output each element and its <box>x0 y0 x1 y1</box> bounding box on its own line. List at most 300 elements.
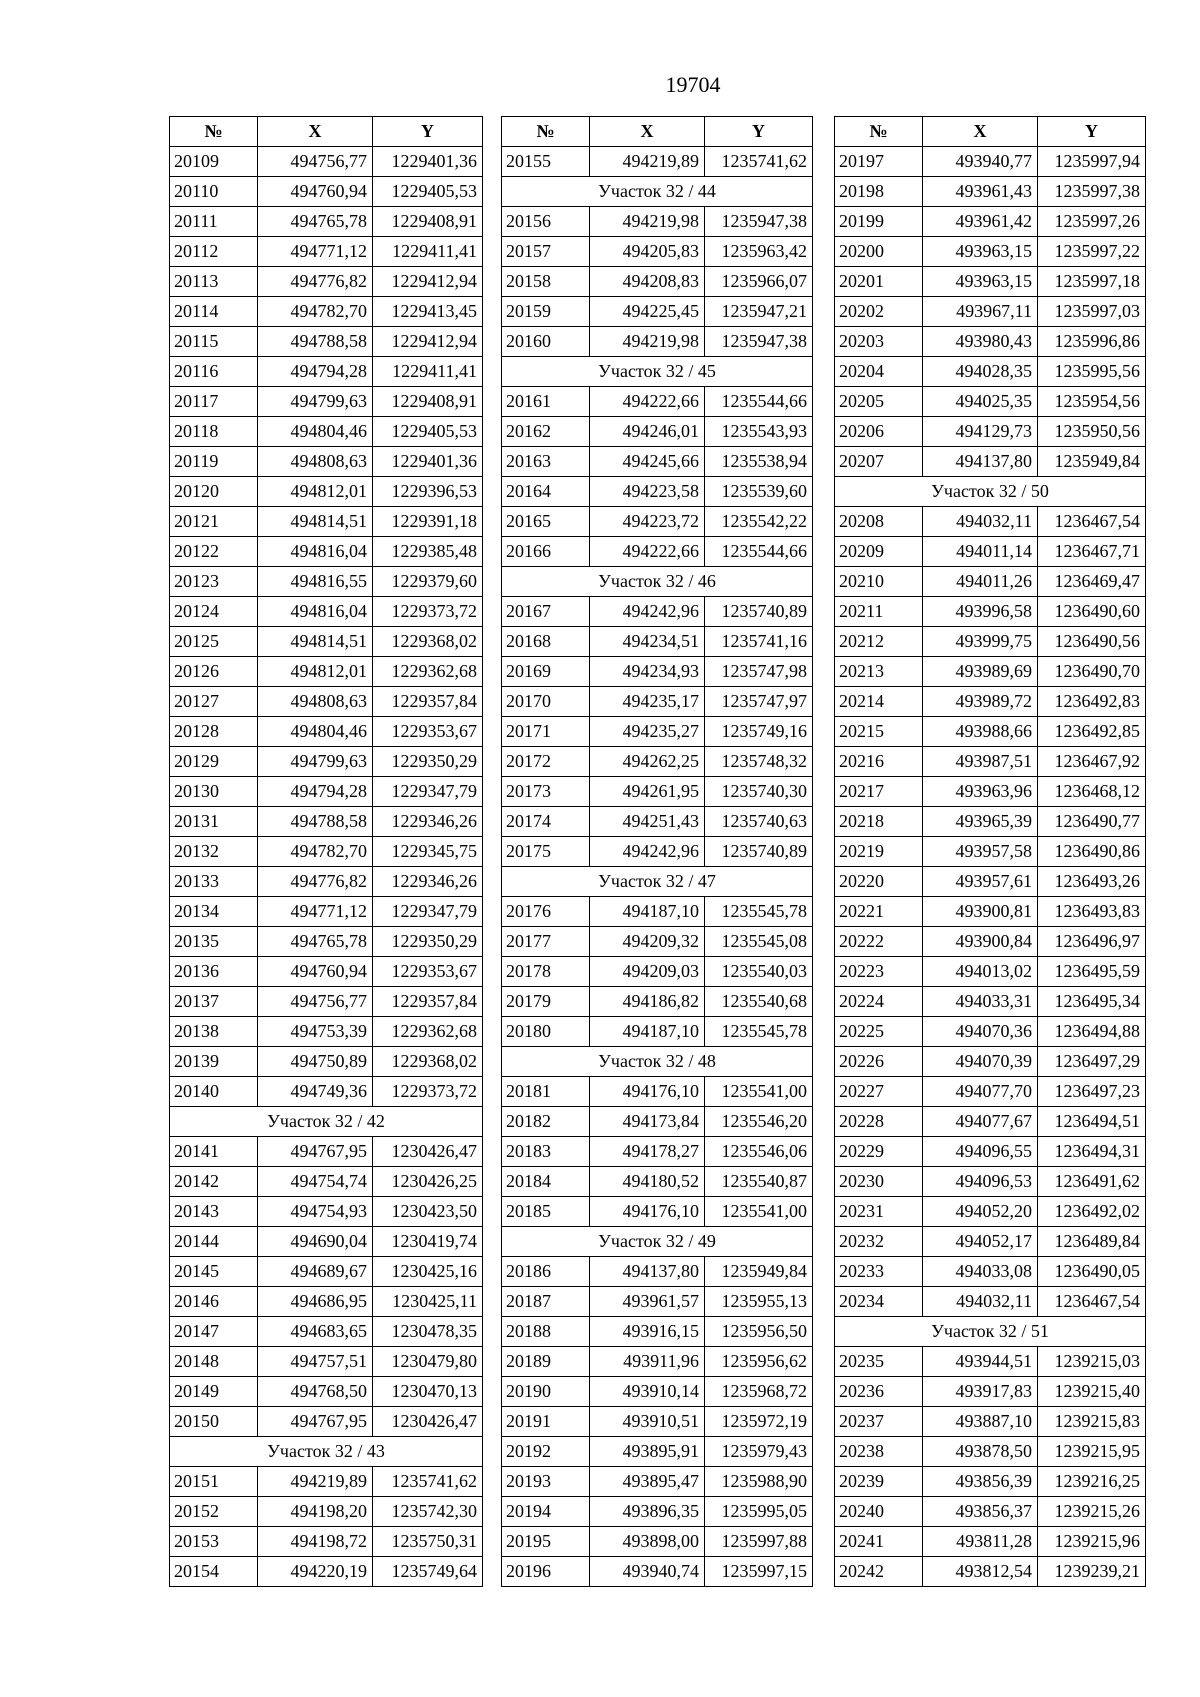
point-number: 20167 <box>502 597 590 627</box>
coordinates-table-3 <box>834 116 1146 1587</box>
section-title: Участок 32 / 48 <box>502 1047 813 1077</box>
point-number: 20235 <box>835 1347 923 1377</box>
table-row <box>170 1257 483 1287</box>
point-number: 20195 <box>502 1527 590 1557</box>
point-number: 20171 <box>502 717 590 747</box>
x-coordinate: 494754,93 <box>258 1197 373 1227</box>
y-coordinate: 1235546,20 <box>705 1107 813 1137</box>
point-number: 20156 <box>502 207 590 237</box>
header-number: № <box>502 117 590 147</box>
y-coordinate: 1235954,56 <box>1038 387 1146 417</box>
point-number: 20136 <box>170 957 258 987</box>
table-row <box>835 387 1146 417</box>
table-row <box>170 207 483 237</box>
section-title: Участок 32 / 49 <box>502 1227 813 1257</box>
x-coordinate: 494683,65 <box>258 1317 373 1347</box>
section-title: Участок 32 / 45 <box>502 357 813 387</box>
table-row <box>835 717 1146 747</box>
point-number: 20178 <box>502 957 590 987</box>
x-coordinate: 493965,39 <box>923 807 1038 837</box>
point-number: 20109 <box>170 147 258 177</box>
x-coordinate: 493911,96 <box>590 1347 705 1377</box>
y-coordinate: 1236494,31 <box>1038 1137 1146 1167</box>
y-coordinate: 1235996,86 <box>1038 327 1146 357</box>
point-number: 20131 <box>170 807 258 837</box>
table-row <box>170 987 483 1017</box>
y-coordinate: 1235947,21 <box>705 297 813 327</box>
x-coordinate: 494794,28 <box>258 357 373 387</box>
point-number: 20236 <box>835 1377 923 1407</box>
table-row <box>170 357 483 387</box>
table-row <box>502 477 813 507</box>
table-row <box>835 1437 1146 1467</box>
x-coordinate: 494052,17 <box>923 1227 1038 1257</box>
table-row <box>502 657 813 687</box>
point-number: 20181 <box>502 1077 590 1107</box>
table-row <box>502 1137 813 1167</box>
table-row <box>170 837 483 867</box>
table-row <box>502 207 813 237</box>
point-number: 20142 <box>170 1167 258 1197</box>
point-number: 20227 <box>835 1077 923 1107</box>
table-row <box>170 957 483 987</box>
y-coordinate: 1236494,88 <box>1038 1017 1146 1047</box>
y-coordinate: 1239215,83 <box>1038 1407 1146 1437</box>
header-number: № <box>170 117 258 147</box>
x-coordinate: 493812,54 <box>923 1557 1038 1587</box>
y-coordinate: 1230426,47 <box>373 1137 483 1167</box>
table-row <box>502 1377 813 1407</box>
table-row <box>170 927 483 957</box>
point-number: 20143 <box>170 1197 258 1227</box>
table-row <box>835 357 1146 387</box>
x-coordinate: 493940,77 <box>923 147 1038 177</box>
y-coordinate: 1229405,53 <box>373 177 483 207</box>
table-row <box>835 207 1146 237</box>
y-coordinate: 1229396,53 <box>373 477 483 507</box>
x-coordinate: 494788,58 <box>258 807 373 837</box>
x-coordinate: 494750,89 <box>258 1047 373 1077</box>
x-coordinate: 494234,93 <box>590 657 705 687</box>
table-row <box>502 807 813 837</box>
x-coordinate: 493896,35 <box>590 1497 705 1527</box>
y-coordinate: 1229350,29 <box>373 747 483 777</box>
y-coordinate: 1235963,42 <box>705 237 813 267</box>
table-row <box>835 987 1146 1017</box>
table-row <box>502 237 813 267</box>
point-number: 20157 <box>502 237 590 267</box>
y-coordinate: 1239215,03 <box>1038 1347 1146 1377</box>
x-coordinate: 494235,17 <box>590 687 705 717</box>
x-coordinate: 494816,04 <box>258 597 373 627</box>
x-coordinate: 494245,66 <box>590 447 705 477</box>
point-number: 20145 <box>170 1257 258 1287</box>
table-row <box>835 897 1146 927</box>
point-number: 20215 <box>835 717 923 747</box>
point-number: 20209 <box>835 537 923 567</box>
x-coordinate: 494176,10 <box>590 1077 705 1107</box>
table-header-row <box>170 117 483 147</box>
point-number: 20203 <box>835 327 923 357</box>
table-row <box>170 1227 483 1257</box>
y-coordinate: 1235949,84 <box>705 1257 813 1287</box>
point-number: 20158 <box>502 267 590 297</box>
point-number: 20193 <box>502 1467 590 1497</box>
point-number: 20201 <box>835 267 923 297</box>
x-coordinate: 493961,43 <box>923 177 1038 207</box>
y-coordinate: 1236497,29 <box>1038 1047 1146 1077</box>
coordinates-table-1 <box>169 116 483 1587</box>
x-coordinate: 494242,96 <box>590 837 705 867</box>
point-number: 20205 <box>835 387 923 417</box>
table-row <box>502 717 813 747</box>
point-number: 20232 <box>835 1227 923 1257</box>
y-coordinate: 1236490,05 <box>1038 1257 1146 1287</box>
table-row <box>170 1377 483 1407</box>
table-row <box>835 417 1146 447</box>
table-row <box>835 1167 1146 1197</box>
point-number: 20162 <box>502 417 590 447</box>
point-number: 20141 <box>170 1137 258 1167</box>
point-number: 20197 <box>835 147 923 177</box>
point-number: 20192 <box>502 1437 590 1467</box>
x-coordinate: 494814,51 <box>258 507 373 537</box>
y-coordinate: 1235966,07 <box>705 267 813 297</box>
x-coordinate: 494808,63 <box>258 447 373 477</box>
y-coordinate: 1235995,56 <box>1038 357 1146 387</box>
y-coordinate: 1235995,05 <box>705 1497 813 1527</box>
x-coordinate: 494223,72 <box>590 507 705 537</box>
x-coordinate: 494013,02 <box>923 957 1038 987</box>
y-coordinate: 1236497,23 <box>1038 1077 1146 1107</box>
point-number: 20169 <box>502 657 590 687</box>
table-row <box>835 1227 1146 1257</box>
section-title: Участок 32 / 43 <box>170 1437 483 1467</box>
y-coordinate: 1236490,70 <box>1038 657 1146 687</box>
point-number: 20110 <box>170 177 258 207</box>
y-coordinate: 1235997,26 <box>1038 207 1146 237</box>
section-row <box>835 477 1146 507</box>
point-number: 20187 <box>502 1287 590 1317</box>
y-coordinate: 1235968,72 <box>705 1377 813 1407</box>
page-number: 19704 <box>665 72 721 97</box>
table-row <box>502 537 813 567</box>
y-coordinate: 1236493,26 <box>1038 867 1146 897</box>
point-number: 20229 <box>835 1137 923 1167</box>
y-coordinate: 1229408,91 <box>373 207 483 237</box>
y-coordinate: 1235741,62 <box>373 1467 483 1497</box>
table-row <box>170 717 483 747</box>
table-row <box>170 897 483 927</box>
table-row <box>502 1467 813 1497</box>
point-number: 20170 <box>502 687 590 717</box>
y-coordinate: 1235545,78 <box>705 897 813 927</box>
section-title: Участок 32 / 51 <box>835 1317 1146 1347</box>
point-number: 20119 <box>170 447 258 477</box>
x-coordinate: 494776,82 <box>258 267 373 297</box>
x-coordinate: 494033,08 <box>923 1257 1038 1287</box>
point-number: 20185 <box>502 1197 590 1227</box>
y-coordinate: 1230478,35 <box>373 1317 483 1347</box>
point-number: 20139 <box>170 1047 258 1077</box>
point-number: 20126 <box>170 657 258 687</box>
table-row <box>835 657 1146 687</box>
point-number: 20228 <box>835 1107 923 1137</box>
y-coordinate: 1236468,12 <box>1038 777 1146 807</box>
x-coordinate: 494771,12 <box>258 237 373 267</box>
table-row <box>835 957 1146 987</box>
x-coordinate: 494223,58 <box>590 477 705 507</box>
y-coordinate: 1236490,77 <box>1038 807 1146 837</box>
section-row <box>502 567 813 597</box>
y-coordinate: 1235539,60 <box>705 477 813 507</box>
table-row <box>835 1557 1146 1587</box>
point-number: 20160 <box>502 327 590 357</box>
x-coordinate: 494234,51 <box>590 627 705 657</box>
table-row <box>835 177 1146 207</box>
point-number: 20194 <box>502 1497 590 1527</box>
header-x: X <box>590 117 705 147</box>
y-coordinate: 1229413,45 <box>373 297 483 327</box>
table-row <box>835 267 1146 297</box>
table-row <box>170 867 483 897</box>
point-number: 20217 <box>835 777 923 807</box>
point-number: 20153 <box>170 1527 258 1557</box>
table-row <box>170 1467 483 1497</box>
x-coordinate: 493917,83 <box>923 1377 1038 1407</box>
table-row <box>170 327 483 357</box>
x-coordinate: 494198,20 <box>258 1497 373 1527</box>
point-number: 20208 <box>835 507 923 537</box>
point-number: 20196 <box>502 1557 590 1587</box>
y-coordinate: 1229353,67 <box>373 717 483 747</box>
point-number: 20118 <box>170 417 258 447</box>
point-number: 20150 <box>170 1407 258 1437</box>
table-row <box>835 237 1146 267</box>
point-number: 20226 <box>835 1047 923 1077</box>
point-number: 20211 <box>835 597 923 627</box>
x-coordinate: 494782,70 <box>258 837 373 867</box>
x-coordinate: 493996,58 <box>923 597 1038 627</box>
y-coordinate: 1239215,26 <box>1038 1497 1146 1527</box>
table-row <box>835 1407 1146 1437</box>
table-row <box>835 1467 1146 1497</box>
y-coordinate: 1236492,85 <box>1038 717 1146 747</box>
x-coordinate: 494225,45 <box>590 297 705 327</box>
x-coordinate: 494242,96 <box>590 597 705 627</box>
x-coordinate: 493940,74 <box>590 1557 705 1587</box>
point-number: 20212 <box>835 627 923 657</box>
table-row <box>502 1077 813 1107</box>
point-number: 20224 <box>835 987 923 1017</box>
x-coordinate: 493878,50 <box>923 1437 1038 1467</box>
point-number: 20220 <box>835 867 923 897</box>
x-coordinate: 494794,28 <box>258 777 373 807</box>
x-coordinate: 493989,69 <box>923 657 1038 687</box>
point-number: 20188 <box>502 1317 590 1347</box>
point-number: 20222 <box>835 927 923 957</box>
x-coordinate: 494799,63 <box>258 747 373 777</box>
table-row <box>170 507 483 537</box>
x-coordinate: 493989,72 <box>923 687 1038 717</box>
header-number: № <box>835 117 923 147</box>
y-coordinate: 1236469,47 <box>1038 567 1146 597</box>
x-coordinate: 494782,70 <box>258 297 373 327</box>
y-coordinate: 1235747,97 <box>705 687 813 717</box>
x-coordinate: 494096,53 <box>923 1167 1038 1197</box>
coordinates-table-2 <box>501 116 813 1587</box>
y-coordinate: 1235749,64 <box>373 1557 483 1587</box>
x-coordinate: 493999,75 <box>923 627 1038 657</box>
section-row <box>502 177 813 207</box>
table-row <box>835 1077 1146 1107</box>
y-coordinate: 1235748,32 <box>705 747 813 777</box>
x-coordinate: 493910,51 <box>590 1407 705 1437</box>
table-row <box>835 687 1146 717</box>
table-row <box>170 1197 483 1227</box>
table-row <box>502 1437 813 1467</box>
table-row <box>835 1137 1146 1167</box>
x-coordinate: 494173,84 <box>590 1107 705 1137</box>
x-coordinate: 494208,83 <box>590 267 705 297</box>
table-row <box>835 447 1146 477</box>
x-coordinate: 493856,39 <box>923 1467 1038 1497</box>
x-coordinate: 493916,15 <box>590 1317 705 1347</box>
y-coordinate: 1235544,66 <box>705 537 813 567</box>
y-coordinate: 1236492,83 <box>1038 687 1146 717</box>
point-number: 20163 <box>502 447 590 477</box>
x-coordinate: 494222,66 <box>590 387 705 417</box>
point-number: 20129 <box>170 747 258 777</box>
y-coordinate: 1236467,54 <box>1038 507 1146 537</box>
section-row <box>170 1107 483 1137</box>
x-coordinate: 494011,26 <box>923 567 1038 597</box>
x-coordinate: 494187,10 <box>590 897 705 927</box>
table-row <box>502 1497 813 1527</box>
point-number: 20241 <box>835 1527 923 1557</box>
x-coordinate: 494205,83 <box>590 237 705 267</box>
x-coordinate: 494799,63 <box>258 387 373 417</box>
y-coordinate: 1239216,25 <box>1038 1467 1146 1497</box>
table-row <box>502 147 813 177</box>
table-row <box>835 1257 1146 1287</box>
x-coordinate: 494219,98 <box>590 207 705 237</box>
point-number: 20189 <box>502 1347 590 1377</box>
y-coordinate: 1230423,50 <box>373 1197 483 1227</box>
table-row <box>170 1347 483 1377</box>
table-row <box>502 1527 813 1557</box>
x-coordinate: 493811,28 <box>923 1527 1038 1557</box>
point-number: 20216 <box>835 747 923 777</box>
point-number: 20127 <box>170 687 258 717</box>
y-coordinate: 1235541,00 <box>705 1077 813 1107</box>
y-coordinate: 1236495,34 <box>1038 987 1146 1017</box>
point-number: 20175 <box>502 837 590 867</box>
y-coordinate: 1229346,26 <box>373 867 483 897</box>
y-coordinate: 1236496,97 <box>1038 927 1146 957</box>
point-number: 20130 <box>170 777 258 807</box>
point-number: 20123 <box>170 567 258 597</box>
point-number: 20238 <box>835 1437 923 1467</box>
table-row <box>502 327 813 357</box>
table-row <box>170 1287 483 1317</box>
y-coordinate: 1230425,16 <box>373 1257 483 1287</box>
x-coordinate: 493900,84 <box>923 927 1038 957</box>
table-row <box>170 1557 483 1587</box>
point-number: 20135 <box>170 927 258 957</box>
y-coordinate: 1235997,38 <box>1038 177 1146 207</box>
y-coordinate: 1235740,63 <box>705 807 813 837</box>
table-row <box>835 627 1146 657</box>
table-row <box>170 1047 483 1077</box>
x-coordinate: 493856,37 <box>923 1497 1038 1527</box>
table-row <box>835 1347 1146 1377</box>
x-coordinate: 494032,11 <box>923 1287 1038 1317</box>
x-coordinate: 493957,58 <box>923 837 1038 867</box>
y-coordinate: 1235538,94 <box>705 447 813 477</box>
y-coordinate: 1230470,13 <box>373 1377 483 1407</box>
y-coordinate: 1235740,89 <box>705 597 813 627</box>
x-coordinate: 494137,80 <box>923 447 1038 477</box>
y-coordinate: 1235741,16 <box>705 627 813 657</box>
x-coordinate: 494814,51 <box>258 627 373 657</box>
x-coordinate: 494804,46 <box>258 417 373 447</box>
section-title: Участок 32 / 50 <box>835 477 1146 507</box>
table-row <box>170 537 483 567</box>
table-header-row <box>502 117 813 147</box>
y-coordinate: 1235545,08 <box>705 927 813 957</box>
point-number: 20137 <box>170 987 258 1017</box>
point-number: 20233 <box>835 1257 923 1287</box>
y-coordinate: 1235741,62 <box>705 147 813 177</box>
y-coordinate: 1235979,43 <box>705 1437 813 1467</box>
y-coordinate: 1235742,30 <box>373 1497 483 1527</box>
table-row <box>502 927 813 957</box>
point-number: 20116 <box>170 357 258 387</box>
point-number: 20115 <box>170 327 258 357</box>
point-number: 20234 <box>835 1287 923 1317</box>
point-number: 20199 <box>835 207 923 237</box>
x-coordinate: 494186,82 <box>590 987 705 1017</box>
table-row <box>835 1287 1146 1317</box>
table-row <box>170 627 483 657</box>
point-number: 20155 <box>502 147 590 177</box>
y-coordinate: 1229401,36 <box>373 147 483 177</box>
point-number: 20159 <box>502 297 590 327</box>
table-row <box>170 1497 483 1527</box>
y-coordinate: 1229346,26 <box>373 807 483 837</box>
section-title: Участок 32 / 44 <box>502 177 813 207</box>
x-coordinate: 494028,35 <box>923 357 1038 387</box>
x-coordinate: 494137,80 <box>590 1257 705 1287</box>
y-coordinate: 1235997,22 <box>1038 237 1146 267</box>
y-coordinate: 1236493,83 <box>1038 897 1146 927</box>
point-number: 20112 <box>170 237 258 267</box>
point-number: 20239 <box>835 1467 923 1497</box>
y-coordinate: 1235540,87 <box>705 1167 813 1197</box>
point-number: 20206 <box>835 417 923 447</box>
header-y: Y <box>373 117 483 147</box>
table-row <box>502 1017 813 1047</box>
x-coordinate: 494209,03 <box>590 957 705 987</box>
table-row <box>835 1527 1146 1557</box>
section-title: Участок 32 / 47 <box>502 867 813 897</box>
point-number: 20154 <box>170 1557 258 1587</box>
point-number: 20164 <box>502 477 590 507</box>
table-row <box>835 147 1146 177</box>
table-row <box>502 297 813 327</box>
point-number: 20168 <box>502 627 590 657</box>
